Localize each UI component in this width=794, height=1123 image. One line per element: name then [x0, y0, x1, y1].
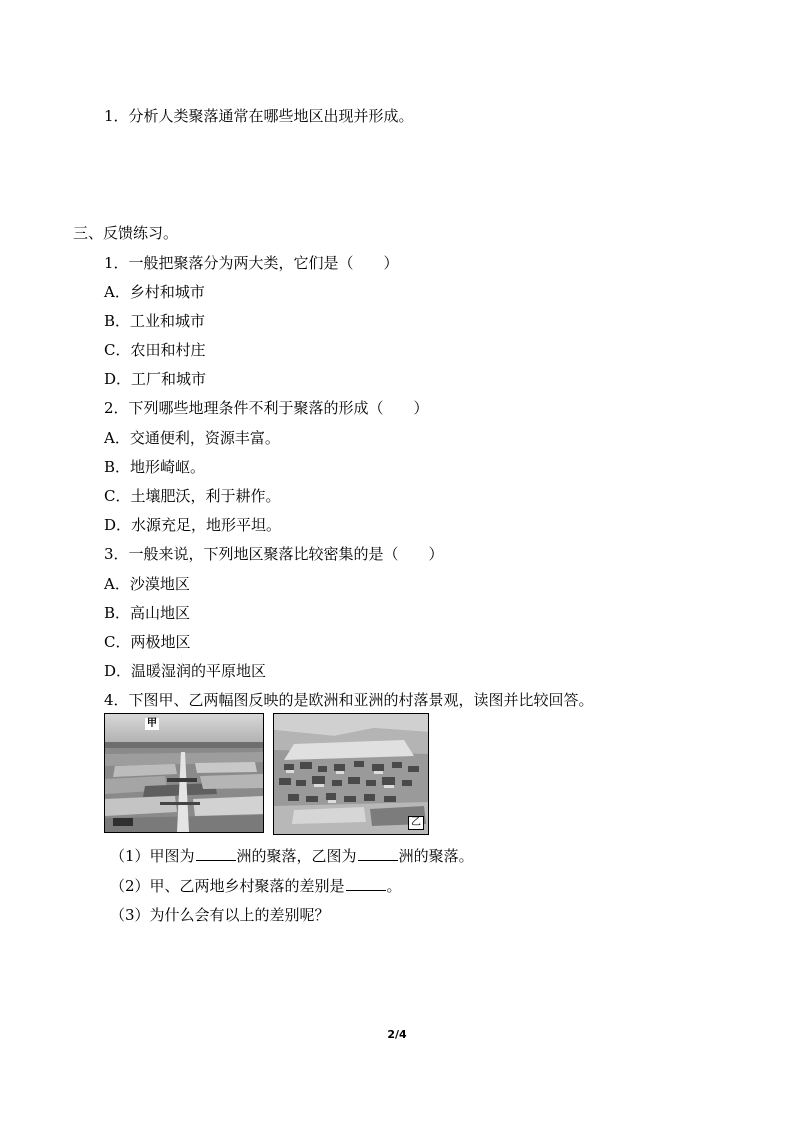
- answer-blank-europe[interactable]: [196, 846, 236, 861]
- q4-sub1-text-b: 洲的聚落，乙图为: [236, 847, 357, 865]
- q1-option-c: C．农田和村庄: [104, 341, 206, 359]
- page-number: 2/4: [387, 1028, 407, 1041]
- answer-blank-asia[interactable]: [358, 846, 398, 861]
- q1-option-d: D．工厂和城市: [104, 370, 207, 388]
- answer-blank-difference[interactable]: [346, 876, 386, 891]
- q3-option-c: C．两极地区: [104, 633, 191, 651]
- photo-a-label: 甲: [147, 718, 157, 729]
- q2-option-d: D．水源充足，地形平坦。: [104, 516, 282, 534]
- section-heading: 三、反馈练习。: [73, 224, 179, 242]
- q4-sub-2: [110, 876, 402, 896]
- q2-option-c: C．土壤肥沃，利于耕作。: [104, 487, 281, 505]
- q4-sub1-text-a: （1）甲图为: [110, 847, 195, 865]
- question-2-stem: 2．下列哪些地理条件不利于聚落的形成（ ）: [104, 399, 429, 417]
- photo-asia-illustration: [274, 714, 428, 834]
- q3-option-d: D．温暖湿润的平原地区: [104, 662, 267, 680]
- photo-europe-village: [104, 713, 264, 833]
- q2-option-b: B．地形崎岖。: [104, 458, 206, 476]
- q4-sub2-text-a: （2）甲、乙两地乡村聚落的差别是: [110, 877, 345, 895]
- q4-sub1-text-c: 洲的聚落。: [398, 847, 474, 865]
- q3-option-b: B．高山地区: [104, 604, 191, 622]
- photo-europe-illustration: [105, 714, 263, 832]
- q4-sub-1: [110, 846, 474, 866]
- q1-option-b: B．工业和城市: [104, 312, 206, 330]
- q3-option-a: A．沙漠地区: [104, 575, 190, 593]
- photo-asia-village: [273, 713, 429, 835]
- q1-option-a: A．乡村和城市: [104, 283, 205, 301]
- q4-sub2-text-b: 。: [386, 877, 402, 895]
- q4-sub-3: （3）为什么会有以上的差别呢？: [110, 906, 330, 924]
- analysis-question-1: 1．分析人类聚落通常在哪些地区出现并形成。: [104, 107, 414, 125]
- q2-option-a: A．交通便利，资源丰富。: [104, 429, 280, 447]
- question-3-stem: 3．一般来说，下列地区聚落比较密集的是（ ）: [104, 545, 444, 563]
- question-4-stem: 4．下图甲、乙两幅图反映的是欧洲和亚洲的村落景观，读图并比较回答。: [104, 691, 594, 709]
- photo-b-label: 乙: [408, 816, 424, 830]
- question-1-stem: 1．一般把聚落分为两大类，它们是（ ）: [104, 254, 399, 272]
